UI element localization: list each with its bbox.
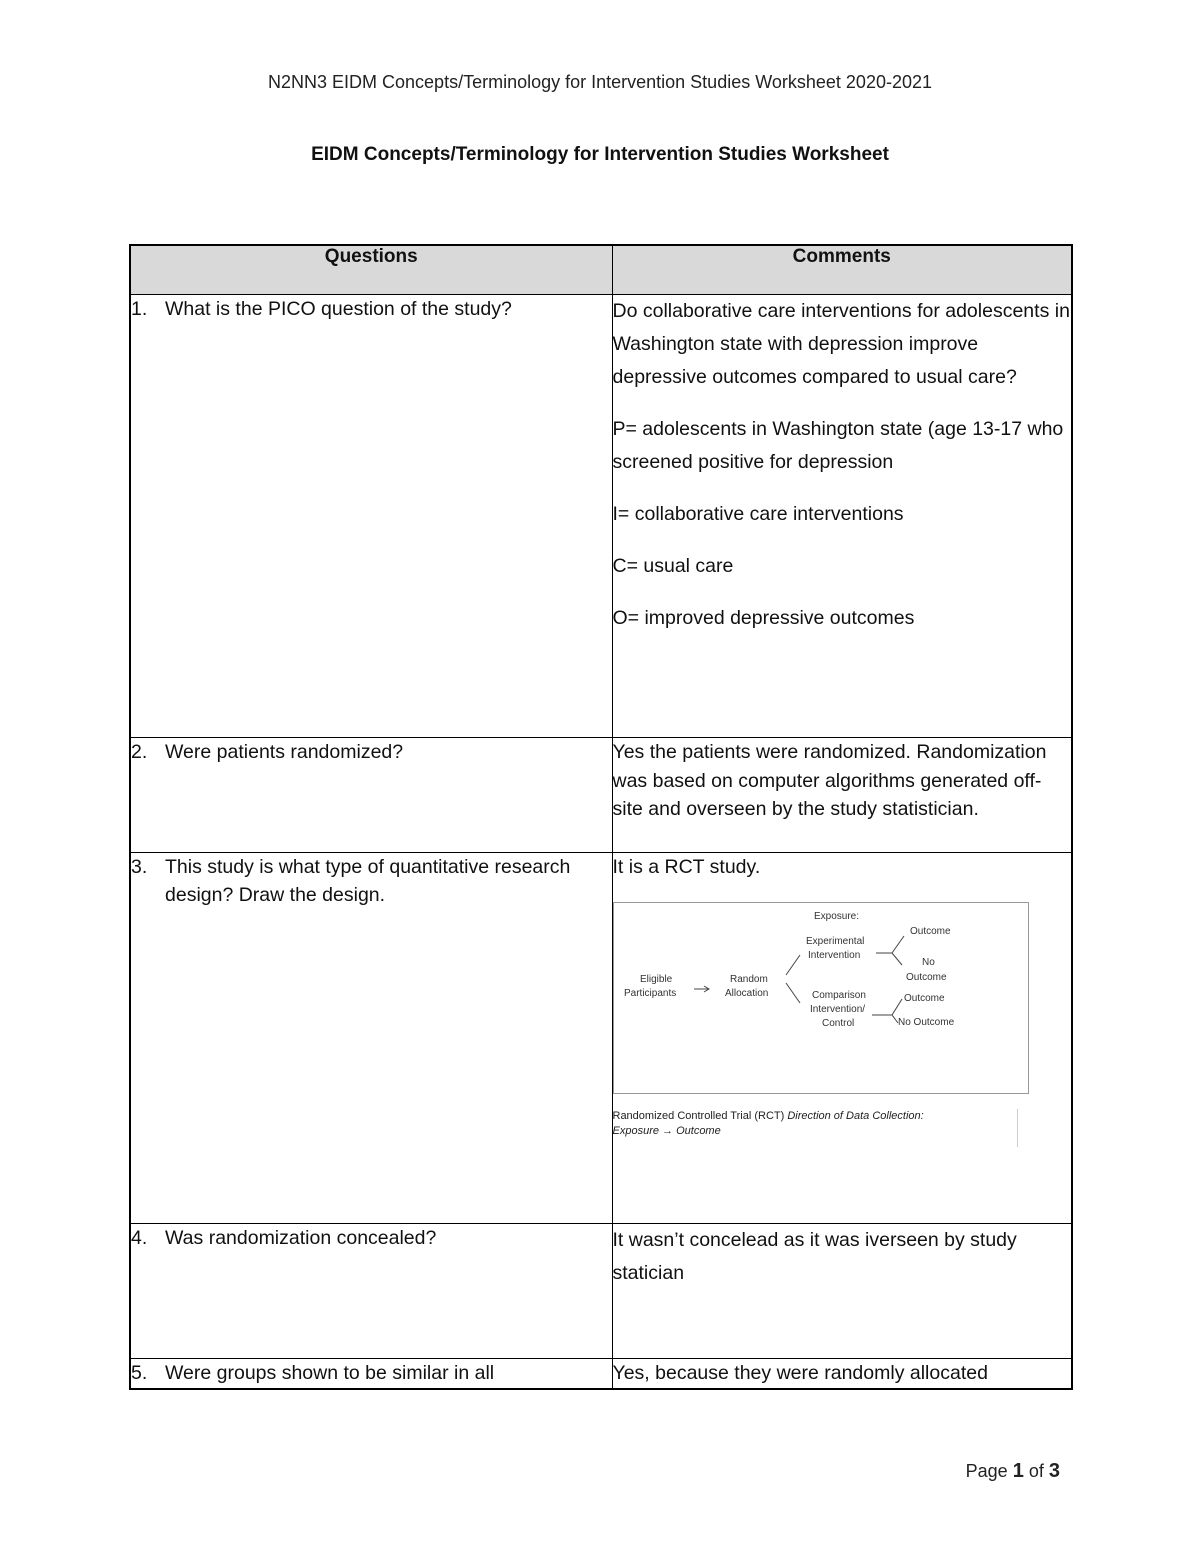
label-no-1: No [921,956,935,968]
page-of: of [1028,1461,1044,1481]
label-allocation: Allocation [724,987,768,999]
rct-diagram-svg [614,903,1028,1093]
branch-outcome-1 [892,936,904,953]
question-number: 5. [131,1362,148,1384]
branch-outcome-2 [892,999,902,1015]
table-row [130,295,1072,738]
page-number [966,1460,1060,1483]
question-text: Were patients randomized? [165,741,404,763]
page-total: 3 [1048,1460,1060,1482]
comment-cell [612,1224,1072,1359]
table-row [130,1359,1072,1389]
column-header-comments: Comments [612,245,1072,295]
branch-experimental [786,955,800,975]
label-eligible: Eligible [639,973,672,985]
pico-intervention: I= collaborative care interventions [612,503,904,525]
label-participants: Participants [623,987,676,999]
table-header-row [130,245,1072,295]
label-control: Control [821,1017,854,1029]
label-random: Random [729,973,768,985]
table-row [130,853,1072,1224]
label-comparison: Comparison [811,989,866,1001]
question-text: This study is what type of quantitative research design? Draw the design. [165,856,571,906]
branch-comparison [786,983,800,1003]
question-number: 1. [131,298,148,320]
question-cell [130,1359,612,1389]
question-cell [130,1224,612,1359]
label-experimental: Experimental [805,935,864,947]
label-outcome-1: Outcome [909,925,951,937]
comment-cell [612,1359,1072,1389]
running-header: N2NN3 EIDM Concepts/Terminology for Intervention Studies Worksheet 2020-2021 [268,72,932,92]
label-comparison-intervention: Intervention/ [809,1003,865,1015]
comment-text: Yes, because they were randomly allocated [612,1362,988,1384]
comment-cell [612,853,1072,1224]
pico-outcome: O= improved depressive outcomes [612,607,915,629]
comment-cell [612,295,1072,738]
comment-text: It is a RCT study. [612,856,761,878]
comment-cell [612,738,1072,853]
question-text: What is the PICO question of the study? [165,298,512,320]
worksheet-table [129,244,1073,1390]
label-experimental-intervention: Intervention [807,949,860,961]
question-text: Were groups shown to be similar in all [165,1362,495,1384]
question-number: 3. [131,856,148,878]
page-current: 1 [1012,1460,1024,1482]
page-word: Page [965,1461,1008,1481]
comment-text: Yes the patients were randomized. Randomization was based on computer algorithms generated off-site and overseen by the study statistician. [612,741,1047,820]
table-row [130,1224,1072,1359]
question-number: 2. [131,741,148,763]
pico-comparison: C= usual care [612,555,734,577]
label-exposure: Exposure: [813,910,859,922]
question-cell [130,738,612,853]
question-text: Was randomization concealed? [165,1227,437,1249]
label-no-outcome-1: Outcome [905,971,947,983]
column-header-questions: Questions [130,245,612,295]
pico-question: Do collaborative care interventions for adolescents in Washington state with depression improve depressive outcomes compared to usual care? [612,300,1070,388]
pico-population: P= adolescents in Washington state (age 13-17 who screened positive for depression [612,418,1064,473]
table-row [130,738,1072,853]
caption-italic: Direction of Data Collection: [787,1109,924,1122]
document-title: EIDM Concepts/Terminology for Intervention Studies Worksheet [311,144,889,165]
comment-text: It wasn’t concelead as it was iverseen by study statician [612,1229,1017,1284]
branch-no-outcome-1 [892,953,902,965]
label-no-outcome-2: No Outcome [897,1016,954,1028]
caption-line2: Exposure → Outcome [612,1124,721,1137]
label-outcome-2: Outcome [903,992,945,1004]
caption-prefix: Randomized Controlled Trial (RCT) [612,1109,785,1122]
question-number: 4. [131,1227,148,1249]
rct-design-diagram [613,902,1029,1094]
rct-diagram-caption [613,1109,1018,1147]
question-cell [130,853,612,1224]
question-cell [130,295,612,738]
